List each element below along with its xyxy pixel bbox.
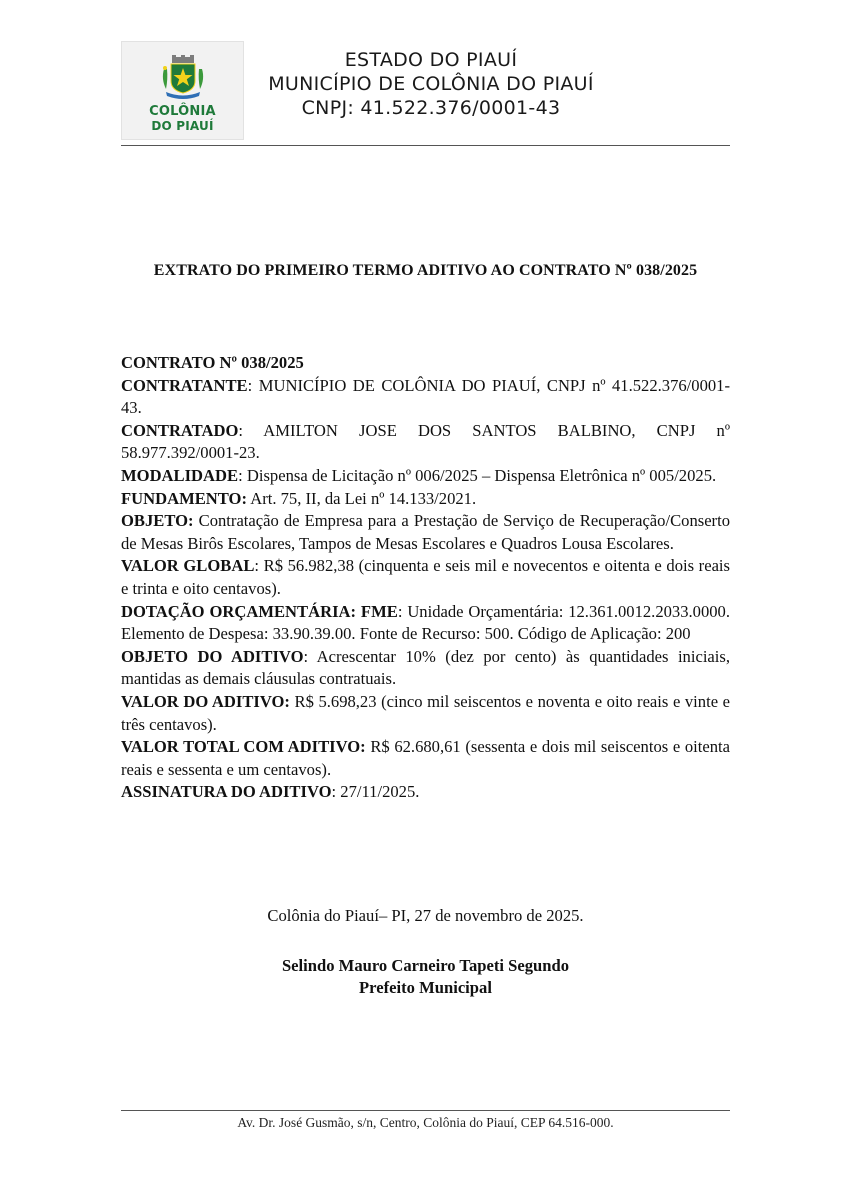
header-cnpj: CNPJ: 41.522.376/0001-43 bbox=[301, 97, 561, 119]
logo-text-colonia: COLÔNIA bbox=[149, 104, 216, 119]
item-value: R$ 5.698,23 (cinco mil seiscentos e noventa e oito reais e vinte e três centavos). bbox=[121, 691, 730, 734]
item-value: MUNICÍPIO DE COLÔNIA DO PIAUÍ, CNPJ nº 41.522.376/0001-43. bbox=[121, 375, 730, 418]
item-contrato bbox=[121, 352, 730, 375]
place-date: Colônia do Piauí– PI, 27 de novembro de 2025. bbox=[267, 906, 584, 925]
item-objeto bbox=[121, 510, 730, 555]
item-separator: : bbox=[238, 465, 247, 485]
item-value: AMILTON JOSE DOS SANTOS BALBINO, CNPJ nº 58.977.392/0001-23. bbox=[121, 420, 730, 463]
item-separator: : bbox=[331, 782, 341, 802]
item-fundamento bbox=[121, 488, 730, 511]
footer-address: Av. Dr. José Gusmão, s/n, Centro, Colônia do Piauí, CEP 64.516-000. bbox=[237, 1115, 614, 1130]
item-value: 27/11/2025. bbox=[340, 782, 420, 802]
item-value: Unidade Orçamentária: 12.361.0012.2033.0000. Elemento de Despesa: 33.90.39.00. Fonte de Recurso: 500. Código de Aplicação: 200 bbox=[121, 601, 730, 644]
item-separator: : bbox=[247, 375, 259, 395]
item-label: VALOR GLOBAL bbox=[121, 556, 255, 576]
item-label: CONTRATADO bbox=[121, 420, 239, 440]
logo-text-do-piaui: DO PIAUÍ bbox=[151, 119, 214, 133]
item-value: Dispensa de Licitação nº 006/2025 – Dispensa Eletrônica nº 005/2025. bbox=[246, 465, 717, 485]
item-value: Acrescentar 10% (dez por cento) às quantidades iniciais, mantidas as demais cláusulas contratuais. bbox=[121, 646, 731, 689]
footer-divider bbox=[121, 1110, 730, 1111]
header-text bbox=[258, 48, 604, 120]
signer-role: Prefeito Municipal bbox=[359, 978, 492, 997]
item-valor-do-aditivo bbox=[121, 691, 730, 736]
item-separator: : bbox=[238, 420, 264, 440]
item-contratante bbox=[121, 375, 730, 420]
header-divider bbox=[121, 145, 730, 146]
item-label: FUNDAMENTO: bbox=[121, 488, 247, 508]
item-label: MODALIDADE bbox=[121, 465, 239, 485]
item-label: VALOR DO ADITIVO: bbox=[121, 691, 290, 711]
municipal-logo bbox=[121, 41, 244, 140]
item-value: Art. 75, II, da Lei nº 14.133/2021. bbox=[250, 488, 477, 508]
signature-block bbox=[121, 955, 730, 999]
item-dotacao-orcamentaria bbox=[121, 601, 730, 646]
item-label: DOTAÇÃO ORÇAMENTÁRIA: FME bbox=[121, 601, 398, 621]
item-value: R$ 62.680,61 (sessenta e dois mil seiscentos e oitenta reais e sessenta e um centavos). bbox=[121, 737, 730, 779]
coat-of-arms-icon bbox=[158, 55, 208, 101]
item-separator: : bbox=[303, 646, 317, 666]
item-assinatura bbox=[121, 781, 730, 804]
item-valor-global bbox=[121, 555, 730, 600]
header-municipality: MUNICÍPIO DE COLÔNIA DO PIAUÍ bbox=[268, 73, 594, 95]
item-label: ASSINATURA DO ADITIVO bbox=[121, 782, 332, 802]
item-objeto-do-aditivo bbox=[121, 646, 730, 691]
item-label: OBJETO DO ADITIVO bbox=[121, 646, 304, 666]
item-modalidade bbox=[121, 465, 730, 488]
item-value: Contratação de Empresa para a Prestação de Serviço de Recuperação/Conserto de Mesas Birôs Escolares, Tampos de Mesas Escolares e Quadros Lousa Escolares. bbox=[121, 511, 730, 553]
item-label: OBJETO: bbox=[121, 511, 194, 531]
item-contratado bbox=[121, 420, 730, 465]
item-label: VALOR TOTAL COM ADITIVO: bbox=[121, 737, 366, 757]
signer-name: Selindo Mauro Carneiro Tapeti Segundo bbox=[281, 956, 570, 975]
item-label: CONTRATO Nº 038/2025 bbox=[121, 353, 304, 372]
item-label: CONTRATANTE bbox=[121, 375, 248, 395]
item-valor-total bbox=[121, 736, 730, 781]
item-separator: : bbox=[397, 601, 408, 621]
document-title: EXTRATO DO PRIMEIRO TERMO ADITIVO AO CONTRATO Nº 038/2025 bbox=[153, 262, 698, 279]
header-state: ESTADO DO PIAUÍ bbox=[344, 49, 518, 71]
document-body bbox=[121, 352, 730, 804]
item-separator: : bbox=[254, 556, 264, 576]
item-value: R$ 56.982,38 (cinquenta e seis mil e novecentos e oitenta e dois reais e trinta e oito centavos). bbox=[121, 556, 731, 598]
